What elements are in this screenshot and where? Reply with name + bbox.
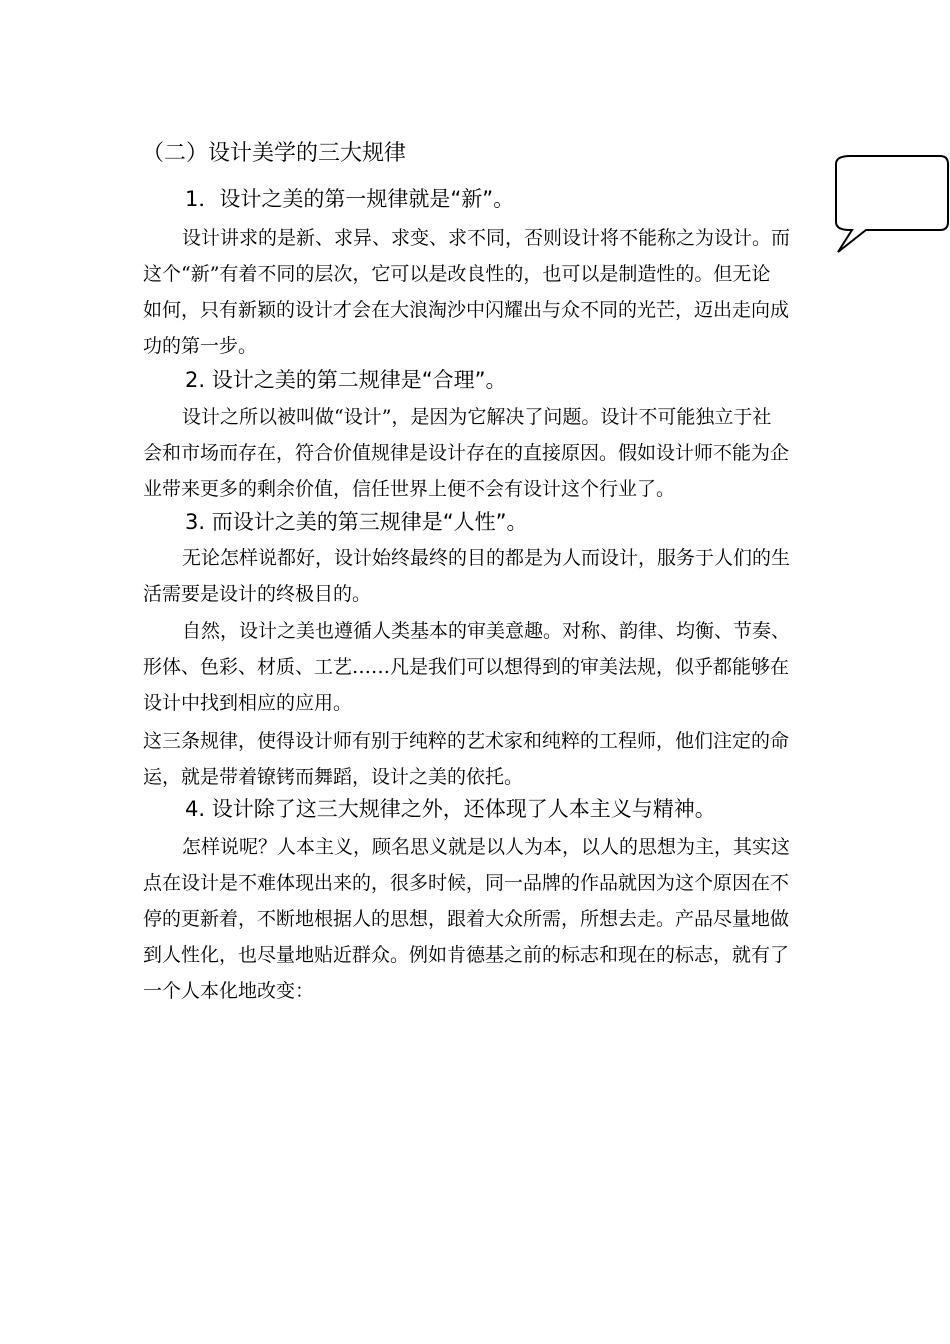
paragraph-line: 设计之所以被叫做“设计”，是因为它解决了问题。设计不可能独立于社 [182, 406, 772, 428]
paragraph-line: 活需要是设计的终极目的。 [143, 583, 372, 605]
paragraph-line: 一个人本化地改变： [143, 980, 315, 1002]
paragraph-line: 如何，只有新颖的设计才会在大浪淘沙中闪耀出与众不同的光芒，迈出走向成 [143, 299, 790, 321]
paragraph-line: 功的第一步。 [143, 335, 258, 357]
paragraph-line: 自然，设计之美也遵循人类基本的审美意趣。对称、韵律、均衡、节奏、 [182, 620, 791, 642]
speech-bubble-icon [834, 152, 950, 258]
paragraph-line: 点在设计是不难体现出来的，很多时候，同一品牌的作品就因为这个原因在不 [143, 872, 790, 894]
heading-humanism: 4. 设计除了这三大规律之外，还体现了人本主义与精神。 [185, 797, 716, 821]
heading-first-rule: 1．设计之美的第一规律就是“新”。 [185, 187, 515, 211]
paragraph-line: 运，就是带着镣铐而舞蹈，设计之美的依托。 [143, 766, 524, 788]
paragraph-line: 到人性化，也尽量地贴近群众。例如肯德基之前的标志和现在的标志，就有了 [143, 944, 790, 966]
paragraph-line: 设计讲求的是新、求异、求变、求不同，否则设计将不能称之为设计。而 [182, 227, 791, 249]
paragraph-line: 这三条规律，使得设计师有别于纯粹的艺术家和纯粹的工程师，他们注定的命 [143, 730, 790, 752]
paragraph-line: 怎样说呢？人本主义，顾名思义就是以人为本，以人的思想为主，其实这 [182, 836, 791, 858]
paragraph-line: 业带来更多的剩余价值，信任世界上便不会有设计这个行业了。 [143, 478, 676, 500]
paragraph-line: 会和市场而存在，符合价值规律是设计存在的直接原因。假如设计师不能为企 [143, 442, 790, 464]
paragraph-line: 形体、色彩、材质、工艺……凡是我们可以想得到的审美法规，似乎都能够在 [143, 656, 790, 678]
paragraph-line: 设计中找到相应的应用。 [143, 692, 353, 714]
paragraph-line: 无论怎样说都好，设计始终最终的目的都是为人而设计，服务于人们的生 [182, 547, 791, 569]
heading-third-rule: 3. 而设计之美的第三规律是“人性”。 [185, 510, 528, 534]
paragraph-line: 这个“新”有着不同的层次，它可以是改良性的，也可以是制造性的。但无论 [143, 263, 771, 285]
section-title: （二）设计美学的三大规律 [142, 141, 407, 166]
heading-second-rule: 2. 设计之美的第二规律是“合理”。 [185, 368, 507, 392]
paragraph-line: 停的更新着，不断地根据人的思想，跟着大众所需，所想去走。产品尽量地做 [143, 908, 790, 930]
